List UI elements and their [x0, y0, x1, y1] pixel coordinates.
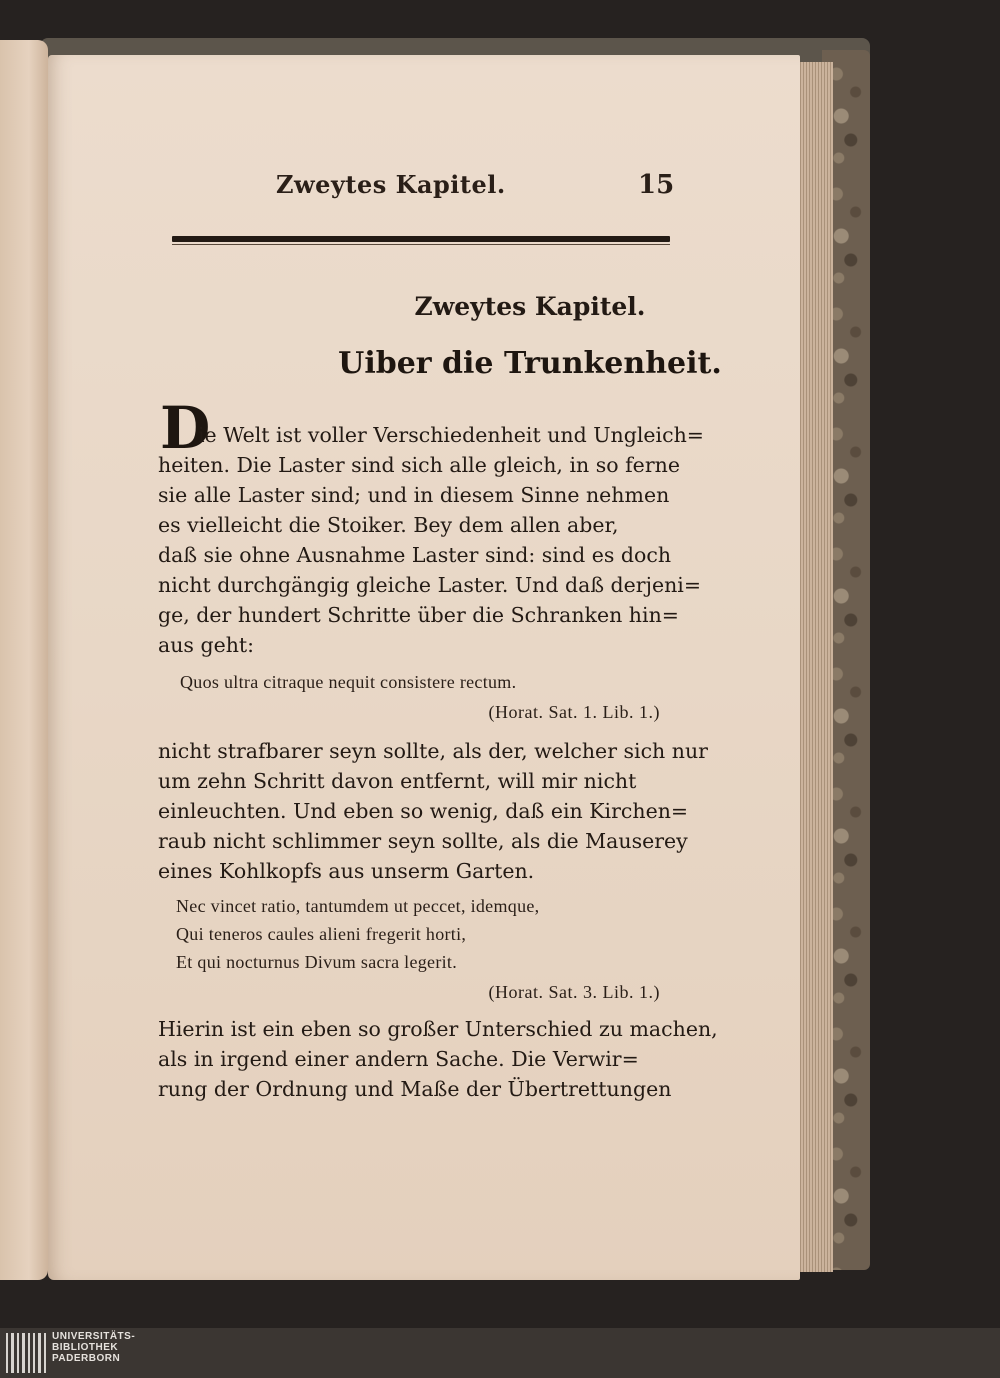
logo-line: UNIVERSITÄTS- [52, 1331, 136, 1342]
text-line: daß sie ohne Ausnahme Laster sind: sind es doch [158, 543, 672, 567]
text-line: als in irgend einer andern Sache. Die Verwir= [158, 1047, 639, 1071]
text-line: nicht durchgängig gleiche Laster. Und daß derjeni= [158, 573, 702, 597]
latin-quote-line: Et qui nocturnus Divum sacra legerit. [176, 952, 458, 972]
page-block-edge [795, 62, 833, 1272]
latin-quote-line: Quos ultra citraque nequit consistere rectum. [180, 672, 517, 692]
text-line: rung der Ordnung und Maße der Übertrettungen [158, 1077, 672, 1101]
footer-bar [0, 1328, 1000, 1378]
text-line: es vielleicht die Stoiker. Bey dem allen aber, [158, 513, 619, 537]
running-head: Zweytes Kapitel. [276, 170, 506, 199]
chapter-number: Zweytes Kapitel. [414, 292, 646, 321]
quote-reference: (Horat. Sat. 3. Lib. 1.) [488, 982, 660, 1002]
library-logo-text [52, 1331, 135, 1364]
drop-cap: D [160, 394, 211, 462]
page-number: 15 [638, 170, 675, 200]
text-line: heiten. Die Laster sind sich alle gleich, in so ferne [158, 453, 680, 477]
library-logo-icon [6, 1333, 46, 1373]
chapter-title: Uiber die Trunkenheit. [338, 346, 722, 381]
text-line: eines Kohlkopfs aus unserm Garten. [158, 859, 535, 883]
text-line: raub nicht schlimmer seyn sollte, als die Mauserey [158, 829, 688, 853]
latin-quote-line: Nec vincet ratio, tantumdem ut peccet, idemque, [176, 896, 540, 916]
quote-reference: (Horat. Sat. 1. Lib. 1.) [488, 702, 660, 722]
logo-line: PADERBORN [52, 1353, 121, 1364]
left-page-edge [0, 40, 48, 1280]
text-line: ge, der hundert Schritte über die Schranken hin= [158, 603, 679, 627]
text-line: Hierin ist ein eben so großer Unterschied zu machen, [158, 1017, 718, 1041]
text-line: nicht strafbarer seyn sollte, als der, welcher sich nur [158, 739, 708, 763]
text-line: einleuchten. Und eben so wenig, daß ein Kirchen= [158, 799, 689, 823]
logo-line: BIBLIOTHEK [52, 1342, 119, 1353]
latin-quote-line: Qui teneros caules alieni fregerit horti, [176, 924, 467, 944]
header-rule [172, 236, 670, 242]
text-line: sie alle Laster sind; und in diesem Sinne nehmen [158, 483, 670, 507]
text-line: um zehn Schritt davon entfernt, will mir nicht [158, 769, 637, 793]
text-line: ie Welt ist voller Verschiedenheit und Ungleich= [198, 423, 704, 447]
text-line: aus geht: [158, 633, 255, 657]
